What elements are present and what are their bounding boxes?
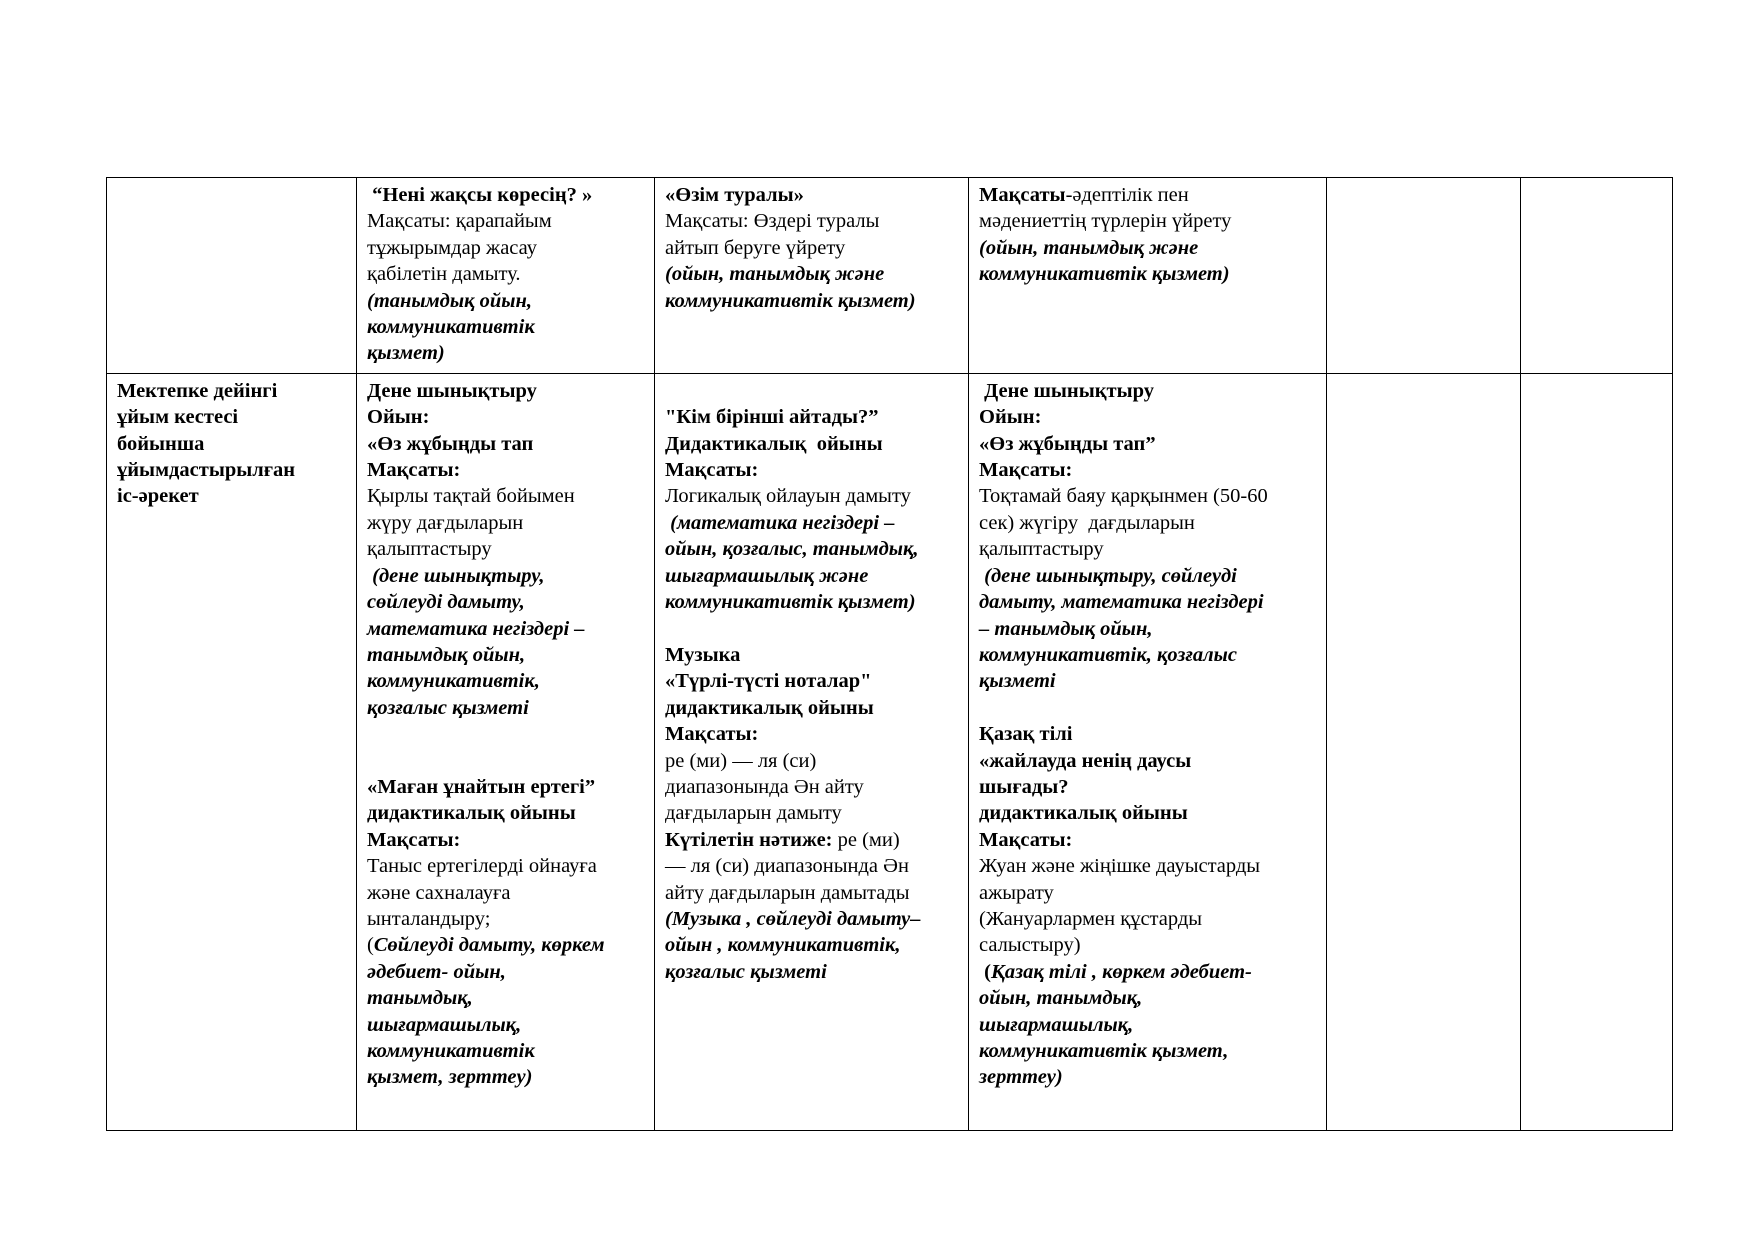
text-line xyxy=(367,827,644,853)
text-line xyxy=(979,853,1316,879)
line-text: “Нені жақсы көресің? » xyxy=(367,184,593,206)
empty-cell xyxy=(1327,373,1521,1130)
text-line xyxy=(979,668,1316,694)
text-line xyxy=(979,1064,1316,1090)
line-text: шығады? xyxy=(979,775,1069,798)
text-line xyxy=(665,800,958,826)
line-text: шығармашылық, xyxy=(979,1013,1134,1036)
line-text: — ля (си) диапазонында Ән xyxy=(665,855,909,878)
line-text: ре (ми) — ля (си) xyxy=(665,749,817,772)
text-line xyxy=(665,589,958,615)
text-line xyxy=(367,800,644,826)
line-text: Таныс ертегілерді ойнауға xyxy=(367,855,597,878)
text-line xyxy=(979,483,1316,509)
text-line xyxy=(367,288,644,314)
text-line xyxy=(367,1038,644,1064)
text-line xyxy=(665,721,958,747)
line-text: мәдениеттің түрлерін үйрету xyxy=(979,210,1232,233)
line-text: ұйым кестесі xyxy=(117,406,239,429)
text-line xyxy=(367,853,644,879)
text-line xyxy=(665,880,958,906)
text-line xyxy=(665,563,958,589)
blank-line xyxy=(665,378,958,404)
cell xyxy=(969,178,1327,374)
text-line xyxy=(979,721,1316,747)
line-text: Мақсаты: xyxy=(367,828,461,851)
text-line xyxy=(979,616,1316,642)
line-text: ынталандыру; xyxy=(367,907,491,930)
line-text: ойын, қозғалыс, танымдық, xyxy=(665,538,919,561)
line-text: ойын, танымдық, xyxy=(979,987,1143,1010)
text-line xyxy=(665,959,958,985)
line-text: "Кім бірінші айтады?” xyxy=(665,406,879,429)
line-text: коммуникативтік, xyxy=(367,670,540,693)
text-line xyxy=(979,589,1316,615)
line-text: Қырлы тақтай бойымен xyxy=(367,485,575,508)
line-text: коммуникативтік, қозғалыс xyxy=(979,643,1237,666)
line-text: (ойын, танымдық және xyxy=(665,263,885,286)
line-text: «Маған ұнайтын ертегі” xyxy=(367,775,596,798)
blank-line xyxy=(367,748,644,774)
line-text: қалыптастыру xyxy=(367,538,492,561)
line-text: танымдық, xyxy=(367,987,473,1010)
line-text: шығармашылық, xyxy=(367,1013,522,1036)
text-line xyxy=(367,932,644,958)
line-text: диапазонында Ән айту xyxy=(665,775,864,798)
text-line xyxy=(367,483,644,509)
line-text-tail: Сөйлеуді дамыту, көркем xyxy=(373,934,605,957)
line-text: қозғалыс қызметі xyxy=(367,696,529,719)
line-text: Мақсаты: xyxy=(665,723,759,746)
cell xyxy=(107,178,357,374)
line-text: салыстыру) xyxy=(979,934,1081,957)
text-line xyxy=(367,404,644,430)
line-text: сөйлеуді дамыту, xyxy=(367,591,525,614)
text-line xyxy=(979,774,1316,800)
line-text: Логикалық ойлауын дамыту xyxy=(665,485,911,508)
text-line xyxy=(117,431,346,457)
line-text-tail: -әдептілік пен xyxy=(1065,184,1189,206)
line-text: «жайлауда ненің даусы xyxy=(979,749,1192,772)
text-line xyxy=(367,880,644,906)
text-line xyxy=(665,642,958,668)
line-text: Мақсаты: xyxy=(979,828,1073,851)
cell-activity-label xyxy=(107,373,357,1130)
text-line xyxy=(665,748,958,774)
text-line xyxy=(367,378,644,404)
empty-cell xyxy=(1521,373,1673,1130)
empty-cell xyxy=(1327,178,1521,374)
line-text: қызметі xyxy=(979,670,1056,693)
line-text: «Өз жұбыңды тап” xyxy=(979,432,1156,455)
text-line xyxy=(367,959,644,985)
line-text: қабілетін дамыту. xyxy=(367,263,521,286)
line-text: Мақсаты: xyxy=(367,459,461,482)
line-text: математика негіздері – xyxy=(367,617,585,640)
line-text: коммуникативтік қызмет, xyxy=(979,1039,1229,1062)
text-line xyxy=(979,1012,1316,1038)
line-text: шығармашылық және xyxy=(665,564,869,587)
text-line xyxy=(979,457,1316,483)
text-line xyxy=(665,536,958,562)
text-line xyxy=(367,616,644,642)
line-text: коммуникативтік қызмет) xyxy=(665,289,916,312)
line-text: «Түрлі-түсті ноталар" xyxy=(665,670,872,693)
line-text-tail: Қазақ тілі , көркем әдебиет- xyxy=(990,960,1252,983)
cell xyxy=(969,373,1327,1130)
line-text: Мақсаты: қарапайым xyxy=(367,210,552,233)
line-text: ( xyxy=(979,960,991,983)
text-line xyxy=(665,404,958,430)
blank-line xyxy=(979,695,1316,721)
line-text: іс-әрекет xyxy=(117,485,199,508)
line-text: қызмет, зерттеу) xyxy=(367,1066,533,1089)
line-text: Мақсаты: xyxy=(979,459,1073,482)
line-text: Жуан және жіңішке дауыстарды xyxy=(979,855,1261,878)
text-line xyxy=(117,483,346,509)
text-line xyxy=(979,880,1316,906)
line-text: айтып беруге үйрету xyxy=(665,236,846,259)
text-line xyxy=(665,906,958,932)
line-text: (танымдық ойын, xyxy=(367,289,532,312)
text-line xyxy=(665,932,958,958)
text-line xyxy=(979,510,1316,536)
line-text: сек) жүгіру дағдыларын xyxy=(979,511,1195,534)
text-line xyxy=(979,985,1316,1011)
text-line xyxy=(367,589,644,615)
line-text: (Жануарлармен құстарды xyxy=(979,907,1203,930)
text-line xyxy=(367,985,644,1011)
cell xyxy=(655,373,969,1130)
text-line xyxy=(367,457,644,483)
text-line xyxy=(665,457,958,483)
line-text: Дене шынықтыру xyxy=(979,379,1155,402)
table-row xyxy=(107,178,1673,374)
line-text: Қазақ тілі xyxy=(979,723,1073,746)
text-line xyxy=(979,261,1316,287)
text-line xyxy=(367,182,644,208)
text-line xyxy=(367,261,644,287)
text-line xyxy=(367,906,644,932)
line-text: тұжырымдар жасау xyxy=(367,236,537,259)
text-line xyxy=(979,932,1316,958)
schedule-table xyxy=(106,177,1673,1131)
line-text: Ойын: xyxy=(979,406,1042,429)
text-line xyxy=(665,182,958,208)
text-line xyxy=(367,668,644,694)
line-text: қалыптастыру xyxy=(979,538,1104,561)
text-line xyxy=(367,314,644,340)
text-line xyxy=(979,182,1316,208)
text-line xyxy=(665,235,958,261)
text-line xyxy=(665,695,958,721)
blank-line xyxy=(665,615,958,641)
text-line xyxy=(117,457,346,483)
line-text: (дене шынықтыру, сөйлеуді xyxy=(979,564,1237,587)
text-line xyxy=(117,404,346,430)
text-line xyxy=(367,235,644,261)
text-line xyxy=(665,774,958,800)
text-line xyxy=(979,563,1316,589)
line-text: Мақсаты: xyxy=(665,459,759,482)
text-line xyxy=(367,431,644,457)
line-text: дидактикалық ойыны xyxy=(665,696,874,719)
text-line xyxy=(367,695,644,721)
line-text: Мектепке дейінгі xyxy=(117,379,278,402)
text-line xyxy=(979,906,1316,932)
text-line xyxy=(979,748,1316,774)
text-line xyxy=(665,431,958,457)
line-text: Тоқтамай баяу қарқынмен (50-60 xyxy=(979,485,1268,508)
line-text: (математика негіздері – xyxy=(665,511,895,534)
text-line xyxy=(367,340,644,366)
text-line xyxy=(367,774,644,800)
line-text: ұйымдастырылған xyxy=(117,459,296,482)
line-text: Ойын: xyxy=(367,406,430,429)
text-line xyxy=(979,827,1316,853)
line-text: дидактикалық ойыны xyxy=(979,802,1188,825)
line-text: Дидактикалық ойыны xyxy=(665,432,883,455)
line-text: дидактикалық ойыны xyxy=(367,802,576,825)
line-text: ( xyxy=(367,934,374,957)
text-line xyxy=(367,1064,644,1090)
line-text: коммуникативтік қызмет) xyxy=(979,263,1230,286)
line-text: «Өз жұбыңды тап xyxy=(367,432,534,455)
cell xyxy=(655,178,969,374)
line-text: Күтілетін нәтиже: xyxy=(665,828,833,851)
text-line xyxy=(367,563,644,589)
text-line xyxy=(979,536,1316,562)
text-line xyxy=(665,208,958,234)
line-text: Музыка xyxy=(665,643,741,666)
line-text: Мақсаты: Өздері туралы xyxy=(665,210,880,233)
text-line xyxy=(665,261,958,287)
line-text: ажырату xyxy=(979,881,1054,904)
line-text: (Музыка , сөйлеуді дамыту– xyxy=(665,907,921,930)
text-line xyxy=(979,235,1316,261)
text-line xyxy=(665,827,958,853)
text-line xyxy=(979,208,1316,234)
line-text: Дене шынықтыру xyxy=(367,379,537,402)
line-text-tail: ре (ми) xyxy=(832,828,900,851)
line-text: коммуникативтік xyxy=(367,1039,535,1062)
line-text: бойынша xyxy=(117,432,205,455)
text-line xyxy=(367,642,644,668)
text-line xyxy=(979,1038,1316,1064)
line-text: әдебиет- ойын, xyxy=(367,960,506,983)
line-text: дағдыларын дамыту xyxy=(665,802,842,825)
text-line xyxy=(979,378,1316,404)
line-text: жүру дағдыларын xyxy=(367,511,524,534)
table-row xyxy=(107,373,1673,1130)
text-line xyxy=(665,853,958,879)
text-line xyxy=(367,208,644,234)
line-text: – танымдық ойын, xyxy=(979,617,1153,640)
line-text: «Өзім туралы» xyxy=(665,184,804,206)
line-text: Мақсаты xyxy=(979,184,1066,206)
cell xyxy=(357,373,655,1130)
line-text: айту дағдыларын дамытады xyxy=(665,881,910,904)
text-line xyxy=(367,1012,644,1038)
text-line xyxy=(979,642,1316,668)
line-text: қызмет) xyxy=(367,342,445,365)
empty-cell xyxy=(1521,178,1673,374)
line-text: коммуникативтік қызмет) xyxy=(665,591,916,614)
text-line xyxy=(665,510,958,536)
text-line xyxy=(665,668,958,694)
line-text: дамыту, математика негіздері xyxy=(979,591,1264,614)
line-text: және сахналауға xyxy=(367,881,511,904)
text-line xyxy=(117,378,346,404)
text-line xyxy=(979,800,1316,826)
line-text: қозғалыс қызметі xyxy=(665,960,827,983)
text-line xyxy=(665,288,958,314)
line-text: (дене шынықтыру, xyxy=(367,564,545,587)
text-line xyxy=(665,483,958,509)
line-text: ойын , коммуникативтік, xyxy=(665,934,901,957)
text-line xyxy=(979,959,1316,985)
line-text: коммуникативтік xyxy=(367,316,535,339)
cell xyxy=(357,178,655,374)
blank-line xyxy=(367,721,644,747)
line-text: танымдық ойын, xyxy=(367,643,526,666)
line-text: (ойын, танымдық және xyxy=(979,236,1199,259)
text-line xyxy=(367,536,644,562)
text-line xyxy=(979,404,1316,430)
text-line xyxy=(979,431,1316,457)
line-text: зерттеу) xyxy=(979,1066,1063,1089)
text-line xyxy=(367,510,644,536)
